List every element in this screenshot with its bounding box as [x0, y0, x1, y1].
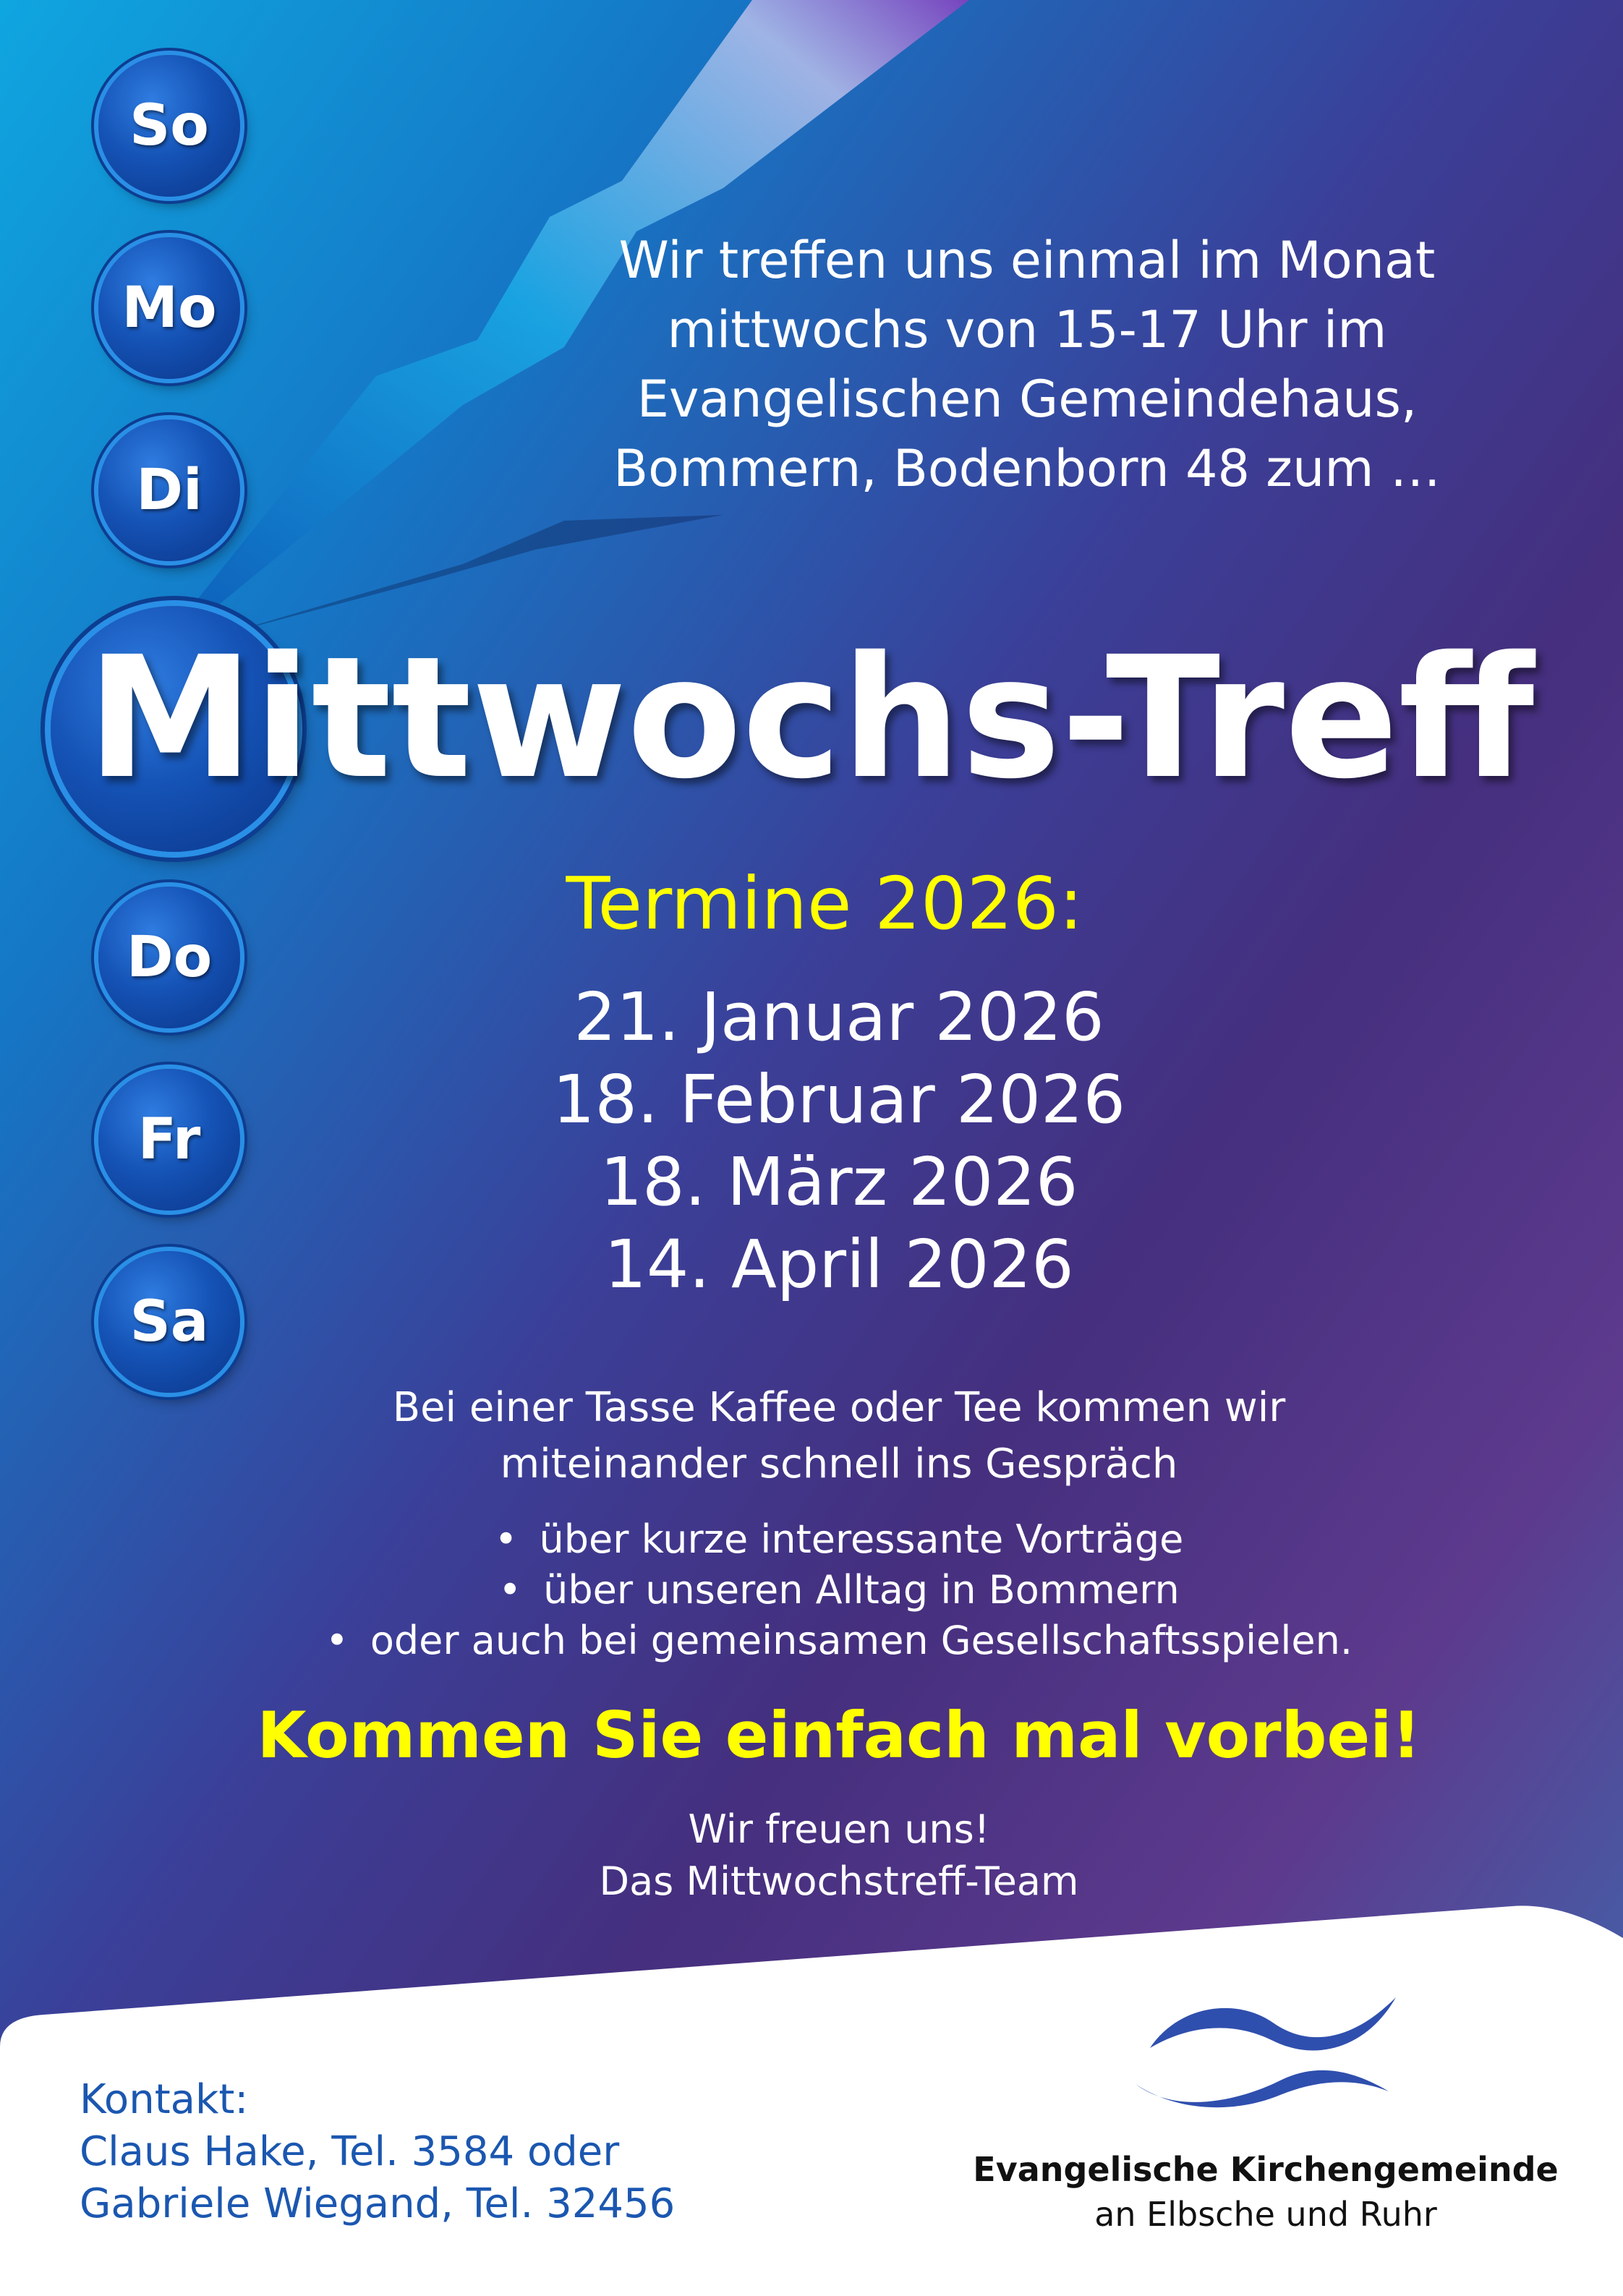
- day-label: Sa: [129, 1289, 209, 1354]
- day-label: Mo: [122, 276, 217, 341]
- day-label: Di: [136, 458, 203, 523]
- contact-heading: Kontakt:: [80, 2076, 249, 2123]
- bullet-text: über unseren Alltag in Bommern: [543, 1567, 1180, 1613]
- date-item: 14. April 2026: [604, 1226, 1074, 1303]
- page-title: Mittwochs-Treff: [87, 620, 1535, 816]
- description-line: miteinander schnell ins Gespräch: [500, 1441, 1178, 1488]
- contact-block: [80, 2074, 675, 2230]
- bullet-dot-icon: •: [498, 1567, 522, 1613]
- dates-heading: Termine 2026:: [566, 861, 1083, 946]
- bullet-text: über kurze interessante Vorträge: [539, 1516, 1184, 1562]
- call-to-action: Kommen Sie einfach mal vorbei!: [257, 1698, 1421, 1772]
- bullet-dot-icon: •: [494, 1516, 518, 1562]
- signoff-line: Das Mittwochstreff-Team: [599, 1858, 1079, 1904]
- day-label: Fr: [137, 1107, 201, 1172]
- contact-line: Gabriele Wiegand, Tel. 32456: [80, 2180, 676, 2227]
- bullet-text: oder auch bei gemeinsamen Gesellschaftsspielen.: [370, 1618, 1352, 1663]
- date-item: 18. Februar 2026: [552, 1061, 1126, 1138]
- intro-line: Evangelischen Gemeindehaus,: [636, 370, 1418, 429]
- day-label: So: [129, 93, 209, 158]
- organization-name-line1: Evangelische Kirchengemeinde: [973, 2150, 1559, 2189]
- description-line: Bei einer Tasse Kaffee oder Tee kommen wir: [392, 1384, 1286, 1431]
- intro-line: mittwochs von 15-17 Uhr im: [667, 300, 1387, 359]
- organization-name: [969, 2146, 1562, 2236]
- contact-line: Claus Hake, Tel. 3584 oder: [80, 2128, 620, 2175]
- bullet-dot-icon: •: [325, 1618, 349, 1663]
- signoff-line: Wir freuen uns!: [688, 1806, 990, 1852]
- organization-name-line2: an Elbsche und Ruhr: [1094, 2195, 1437, 2234]
- church-wave-logo-icon: [1136, 1990, 1410, 2113]
- intro-line: Wir treffen uns einmal im Monat: [618, 231, 1436, 290]
- intro-line: Bommern, Bodenborn 48 zum …: [613, 439, 1441, 498]
- date-item: 18. März 2026: [600, 1143, 1078, 1221]
- date-item: 21. Januar 2026: [574, 978, 1104, 1056]
- day-label: Do: [126, 925, 213, 990]
